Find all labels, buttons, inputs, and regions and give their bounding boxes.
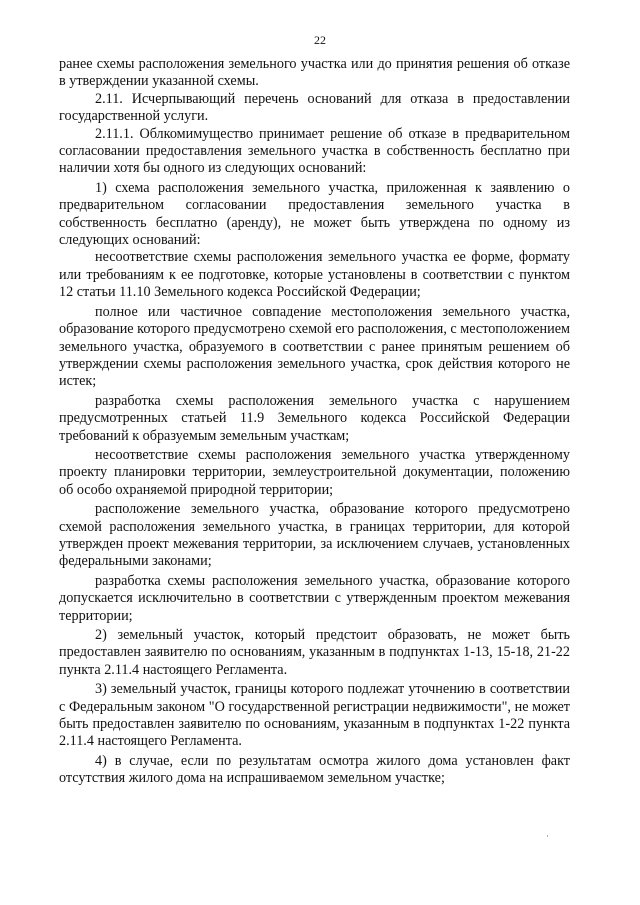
paragraph-item-3: 3) земельный участок, границы которого подлежат уточнению в соответствии с Федеральным законом "О государственной регистрации недвижимости", не может быть предоставлен заявителю по основаниям, указанным в подпунктах 1-22 пункта 2.11.4 настоящего Регламента. [59, 681, 570, 750]
paragraph-ground-violation: разработка схемы расположения земельного участка с нарушением предусмотренных статьей 11.9 Земельного кодекса Российской Федерации требований к образуемым земельным участкам; [59, 392, 570, 444]
paragraph-item-4: 4) в случае, если по результатам осмотра жилого дома установлен факт отсутствия жилого дома на испрашиваемом земельном участке; [59, 752, 570, 787]
paragraph-ground-planning: несоответствие схемы расположения земельного участка утвержденному проекту планировки территории, землеустроительной документации, положению об особо охраняемой природной территории; [59, 446, 570, 498]
paragraph-ground-format: несоответствие схемы расположения земельного участка ее форме, формату или требованиям к ее подготовке, которые установлены в соответствии с пунктом 12 статьи 11.10 Земельного кодекса Российской Федерации; [59, 249, 570, 301]
paragraph-ground-overlap: полное или частичное совпадение местоположения земельного участка, образование которого предусмотрено схемой его расположения, с местоположением земельного участка, образуемого в соответствии с ранее принятым решением об утверждении схемы расположения земельного участка, срок действия которого не истек; [59, 303, 570, 390]
document-body [59, 56, 570, 788]
paragraph-section-2-11-1: 2.11.1. Облкомимущество принимает решение об отказе в предварительном согласовании предоставления земельного участка в собственность бесплатно при наличии хотя бы одного из следующих оснований: [59, 125, 570, 177]
page-number: 22 [314, 33, 326, 47]
paragraph-ground-survey-only: разработка схемы расположения земельного участка, образование которого допускается исключительно в соответствии с утвержденным проектом межевания территории; [59, 572, 570, 624]
paragraph-continuation: ранее схемы расположения земельного участка или до принятия решения об отказе в утверждении указанной схемы. [59, 56, 570, 90]
paragraph-section-2-11: 2.11. Исчерпывающий перечень оснований для отказа в предоставлении государственной услуги. [59, 90, 570, 125]
paragraph-item-1: 1) схема расположения земельного участка, приложенная к заявлению о предварительном согласовании предоставления земельного участка в собственность бесплатно (аренду), не может быть утверждена по одному из следующих оснований: [59, 179, 570, 249]
scan-mark: · [546, 831, 549, 841]
paragraph-ground-survey-territory: расположение земельного участка, образование которого предусмотрено схемой расположения земельного участка, в границах территории, для которой утвержден проект межевания территории, за исключением случаев, установленных федеральными законами; [59, 501, 570, 570]
paragraph-item-2: 2) земельный участок, который предстоит образовать, не может быть предоставлен заявителю по основаниям, указанным в подпунктах 1-13, 15-18, 21-22 пункта 2.11.4 настоящего Регламента. [59, 627, 570, 678]
